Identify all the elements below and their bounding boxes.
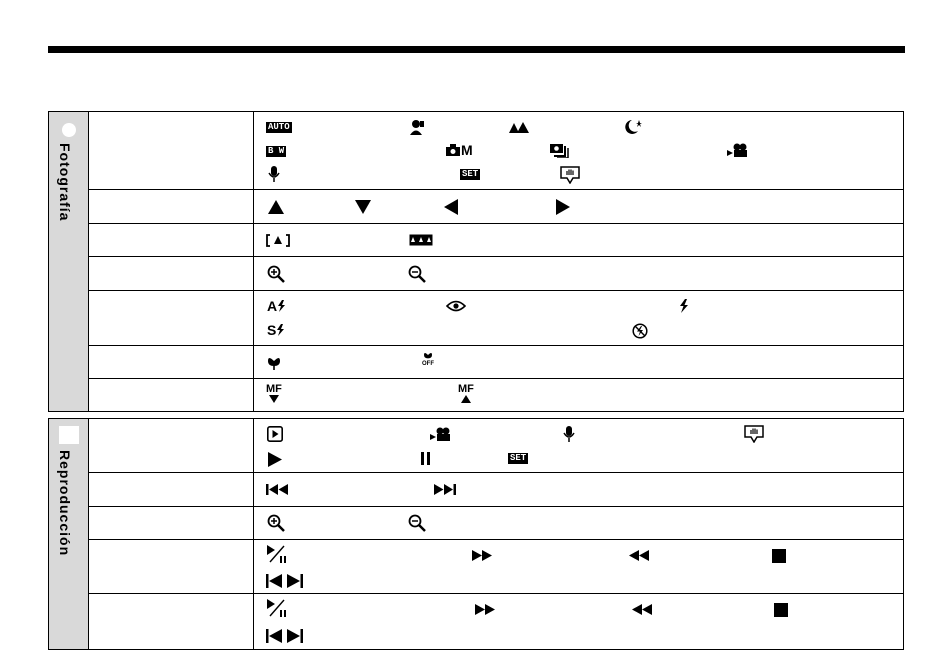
frame-back-icon	[266, 629, 282, 643]
skip-back-icon	[266, 484, 288, 495]
flash-off-icon	[632, 323, 648, 339]
mf-up-icon: MF	[458, 384, 474, 403]
row-name-cell	[89, 507, 254, 539]
photo-row-modes	[89, 112, 903, 190]
row-name-cell	[89, 419, 254, 472]
row-name-cell	[89, 473, 254, 506]
playback-tab-label: Reproducción	[57, 450, 73, 557]
rewind-icon	[629, 550, 649, 561]
row-name-cell	[89, 379, 254, 412]
row-content-cell	[254, 594, 903, 650]
left-arrow-icon	[444, 199, 458, 215]
photo-tab	[49, 112, 89, 411]
play-pause-icon	[266, 599, 288, 617]
photo-row-zoom	[89, 257, 903, 291]
playback-row-modes	[89, 419, 903, 473]
playback-icon	[267, 426, 283, 442]
playback-tab	[49, 419, 89, 649]
playback-row-transport-a	[89, 540, 903, 594]
photo-row-flash	[89, 291, 903, 346]
auto-flash-icon: A	[267, 299, 286, 313]
row-content-cell	[254, 224, 903, 256]
playback-mode-square-icon	[59, 426, 79, 444]
red-eye-icon	[446, 300, 466, 312]
photo-row-navigation	[89, 190, 903, 224]
up-arrow-icon	[268, 200, 284, 214]
row-content-cell	[254, 190, 903, 223]
pause-icon	[421, 452, 431, 465]
zoom-in-icon	[267, 514, 285, 532]
movie-icon	[726, 143, 748, 157]
row-name-cell	[89, 190, 254, 223]
slow-sync-flash-icon: S	[267, 323, 285, 337]
macro-off-icon: OFF	[422, 351, 434, 367]
multi-focus-icon	[409, 234, 433, 246]
row-content-cell	[254, 379, 903, 412]
playback-row-transport-b	[89, 594, 903, 650]
stop-icon	[774, 603, 788, 617]
voice-memo-icon	[268, 166, 280, 182]
play-pause-icon	[266, 545, 288, 563]
header-rule	[48, 46, 905, 53]
auto-mode-icon: AUTO	[268, 122, 290, 132]
row-name-cell	[89, 540, 254, 593]
row-name-cell	[89, 224, 254, 256]
playback-row-skip	[89, 473, 903, 507]
set-icon: SET	[510, 453, 527, 463]
frame-back-icon	[266, 574, 282, 588]
landscape-icon	[509, 121, 529, 133]
playback-row-zoom	[89, 507, 903, 540]
row-content-cell	[254, 540, 903, 593]
zoom-in-icon	[267, 265, 285, 283]
play-icon	[268, 452, 282, 467]
zoom-out-icon	[408, 265, 426, 283]
skip-forward-icon	[434, 484, 456, 495]
forced-flash-icon	[679, 299, 689, 313]
night-icon	[624, 119, 642, 135]
row-name-cell	[89, 112, 254, 189]
camera-mode-circle-icon	[62, 123, 76, 137]
portrait-icon	[408, 119, 426, 135]
rewind-icon	[632, 604, 652, 615]
playback-panel	[48, 418, 904, 650]
set-icon: SET	[462, 169, 479, 179]
row-name-cell	[89, 594, 254, 650]
fast-forward-icon	[475, 604, 495, 615]
photo-row-manual-focus	[89, 379, 903, 412]
row-name-cell	[89, 346, 254, 378]
photo-tab-label: Fotografía	[57, 143, 73, 222]
down-arrow-icon	[355, 200, 371, 214]
frame-forward-icon	[287, 574, 303, 588]
right-arrow-icon	[556, 199, 570, 215]
photo-row-focus-area	[89, 224, 903, 257]
movie-icon	[429, 427, 451, 441]
spot-focus-icon	[266, 234, 290, 247]
row-name-cell	[89, 257, 254, 290]
row-name-cell	[89, 291, 254, 345]
macro-icon	[267, 355, 281, 370]
protect-hand-icon	[560, 166, 580, 184]
stop-icon	[772, 549, 786, 563]
row-content-cell	[254, 346, 903, 378]
row-content-cell	[254, 291, 903, 345]
zoom-out-icon	[408, 514, 426, 532]
photo-row-macro	[89, 346, 903, 379]
row-content-cell	[254, 257, 903, 290]
row-content-cell	[254, 112, 903, 189]
protect-hand-icon	[744, 425, 764, 443]
black-white-icon: B W	[268, 146, 285, 156]
mf-down-icon: MF	[266, 384, 282, 403]
frame-forward-icon	[287, 629, 303, 643]
row-content-cell	[254, 473, 903, 506]
fast-forward-icon	[472, 550, 492, 561]
continuous-shooting-icon	[550, 142, 570, 158]
photo-panel	[48, 111, 904, 412]
manual-mode-icon: M	[446, 143, 473, 157]
voice-memo-icon	[563, 426, 575, 442]
row-content-cell	[254, 419, 903, 472]
row-content-cell	[254, 507, 903, 539]
